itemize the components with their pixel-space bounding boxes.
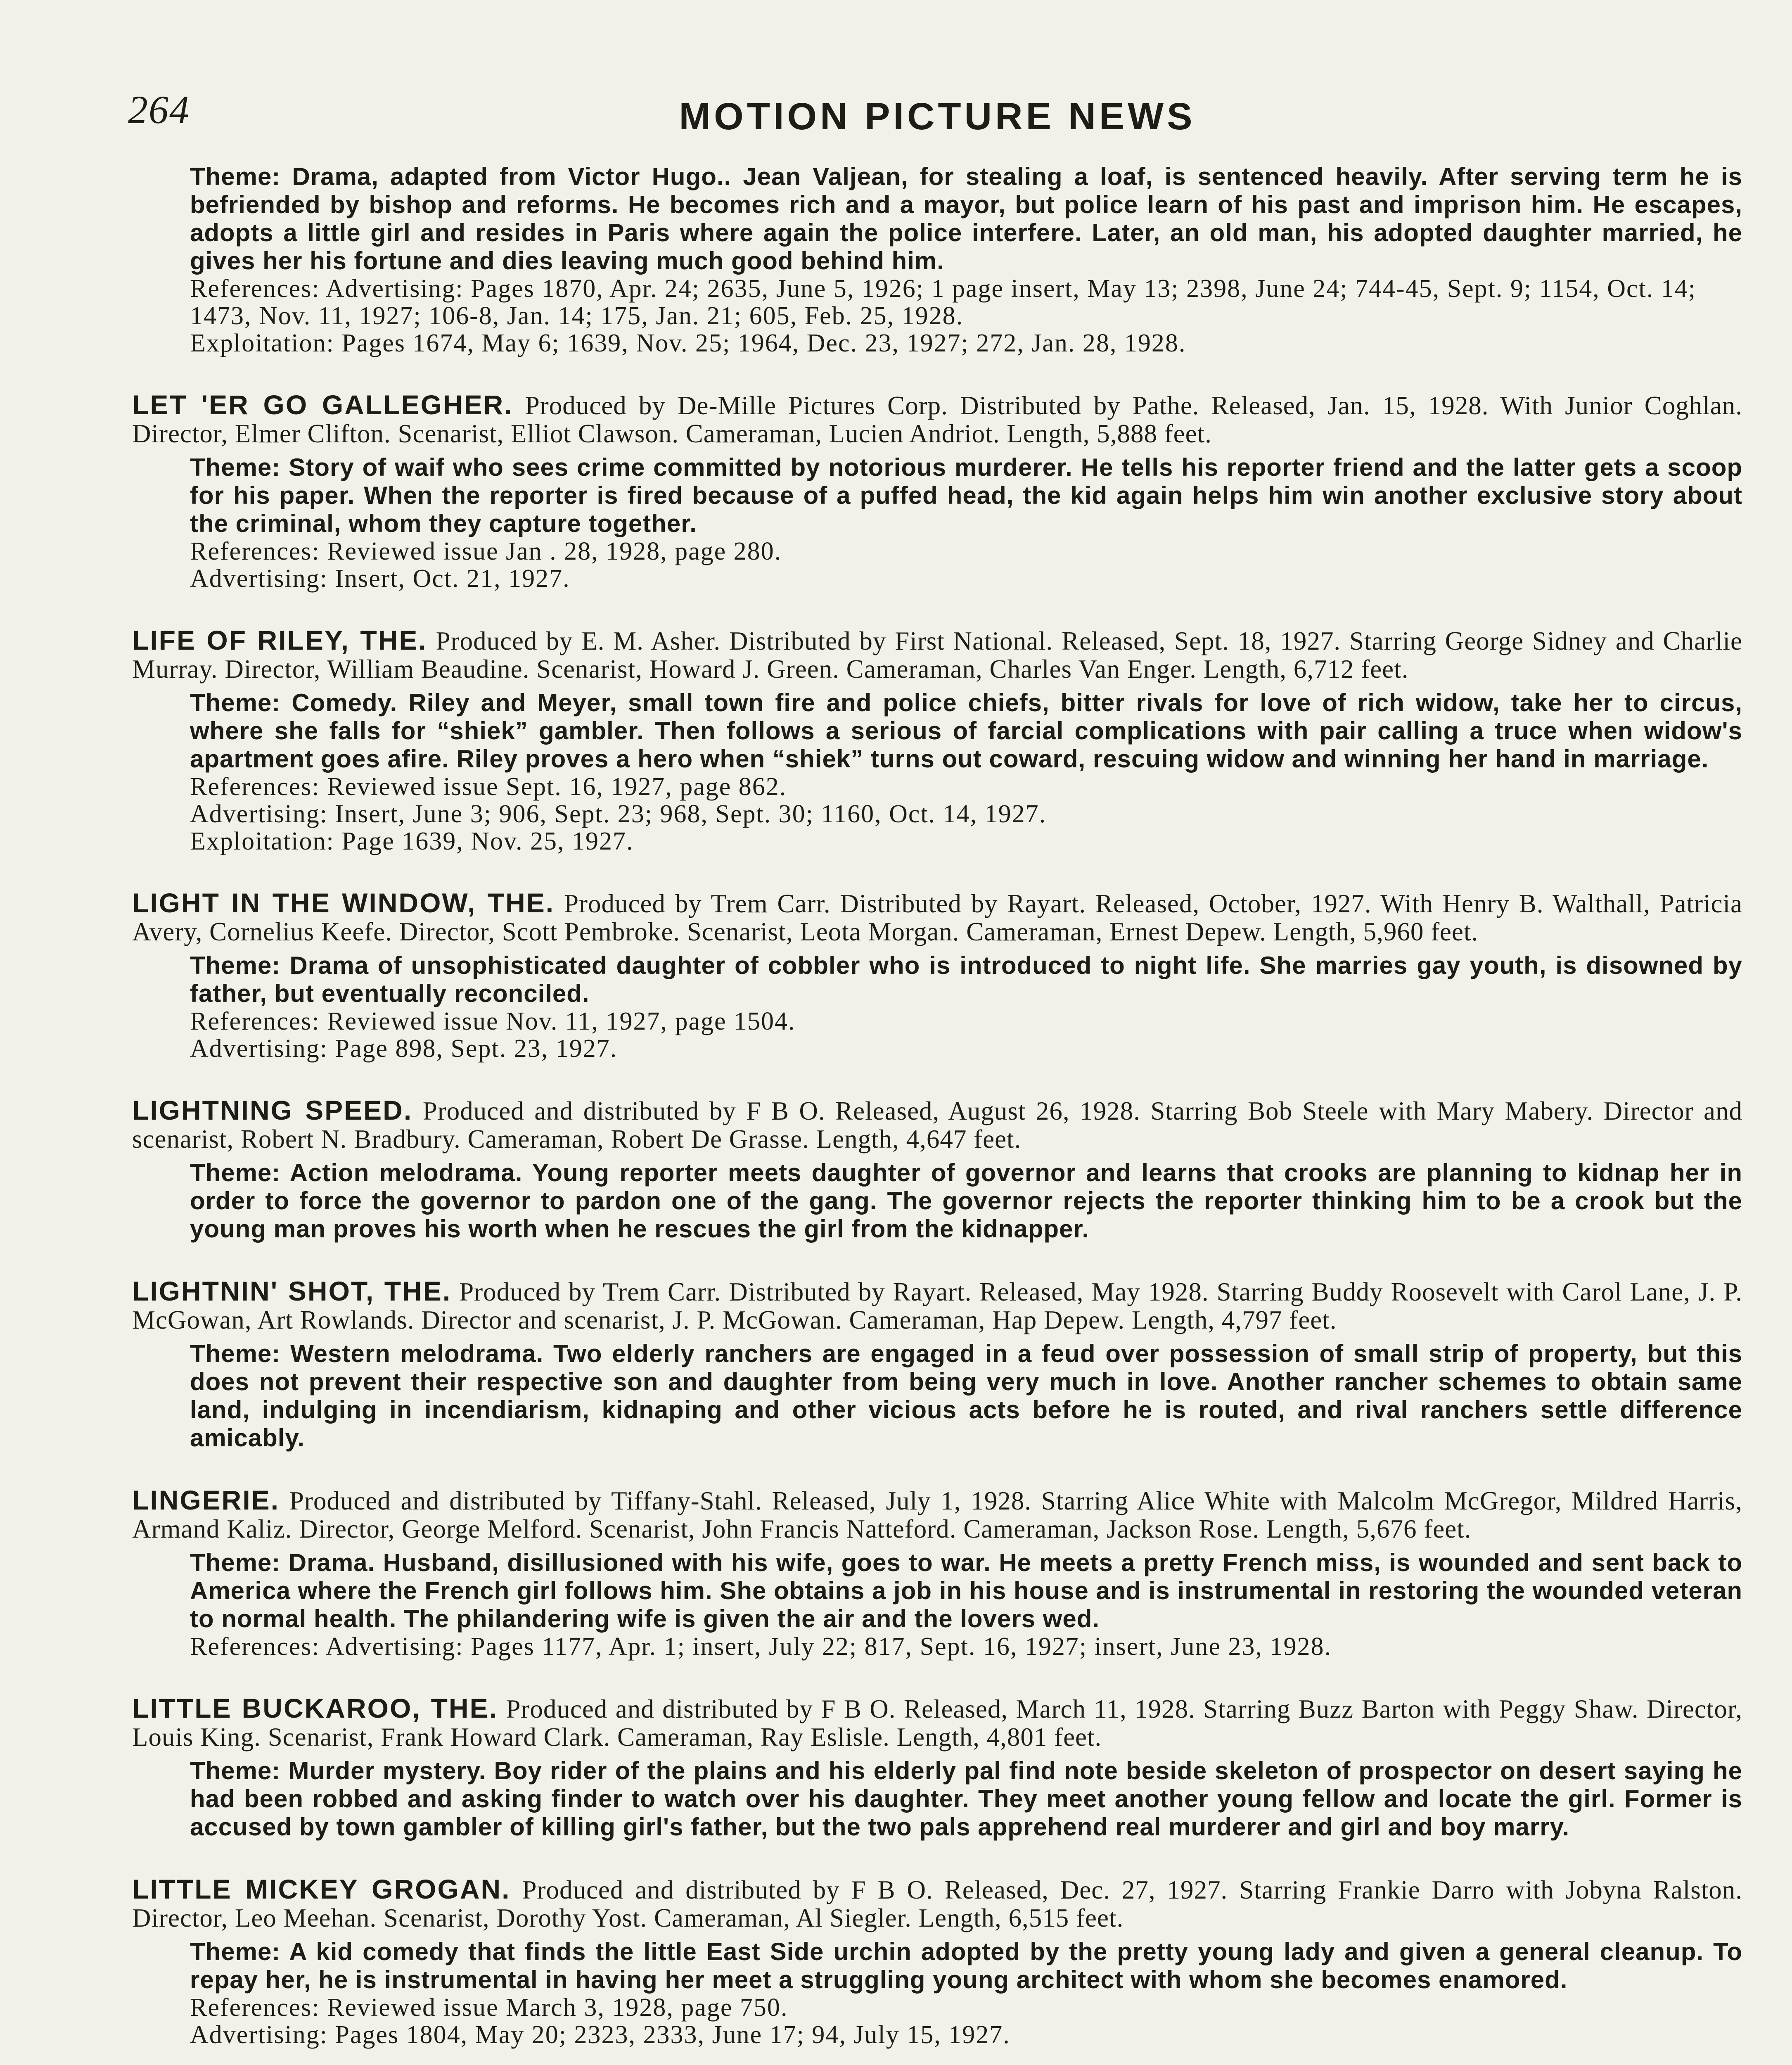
theme-paragraph bbox=[132, 1159, 1742, 1243]
references-block bbox=[132, 1994, 1742, 2048]
reference-line: Advertising: Insert, June 3; 906, Sept. 23; 968, Sept. 30; 1160, Oct. 14, 1927. bbox=[190, 800, 1047, 828]
page bbox=[128, 87, 1743, 2065]
film-entry bbox=[132, 1694, 1742, 1841]
theme-text: Murder mystery. Boy rider of the plains and his elderly pal find note beside skeleton of prospector on desert saying he had been robbed and asking finder to watch over his daughter. They meet another young fellow and locate the girl. Former is accused by town gambler of killing girl's father, but the two pals apprehend real murderer and girl and boy marry. bbox=[190, 1757, 1743, 1841]
entries-list bbox=[132, 163, 1742, 2065]
theme-paragraph bbox=[132, 453, 1742, 538]
film-entry bbox=[132, 1277, 1742, 1452]
theme-paragraph bbox=[132, 1757, 1742, 1841]
film-title: LIGHT IN THE WINDOW, THE. bbox=[132, 888, 555, 918]
production-details: Produced and distributed by F B O. Released, March 11, 1928. Starring Buzz Barton with Peggy Shaw. Director, Louis King. Scenarist, Frank Howard Clark. Cameraman, Ray Eslisle. Length, 4,801 feet. bbox=[132, 1695, 1742, 1752]
film-title: LIGHTNING SPEED. bbox=[132, 1095, 413, 1125]
page-header bbox=[128, 87, 1742, 157]
film-title: LITTLE BUCKAROO, THE. bbox=[132, 1693, 498, 1723]
theme-label: Theme: bbox=[190, 163, 281, 190]
production-details: Produced and distributed by F B O. Released, Dec. 27, 1927. Starring Frankie Darro with Jobyna Ralston. Director, Leo Meehan. Scenarist, Dorothy Yost. Cameraman, Al Siegler. Length, 6,515 feet. bbox=[132, 1875, 1742, 1932]
film-title: LINGERIE. bbox=[132, 1485, 280, 1515]
entry-heading bbox=[132, 1486, 1742, 1543]
theme-text: Action melodrama. Young reporter meets daughter of governor and learns that crooks are planning to kidnap her in order to force the governor to pardon one of the gang. The governor rejects the reporter thinking him to be a crook but the young man proves his worth when he rescues the girl from the kidnapper. bbox=[190, 1159, 1742, 1243]
theme-paragraph bbox=[132, 1938, 1742, 1994]
film-entry bbox=[132, 1486, 1742, 1660]
page-number: 264 bbox=[128, 88, 190, 132]
entry-heading bbox=[132, 1875, 1742, 1932]
theme-text: A kid comedy that finds the little East Side urchin adopted by the pretty young lady and given a general cleanup. To repay her, he is instrumental in having her meet a struggling young architect with whom she becomes enamored. bbox=[190, 1938, 1742, 1994]
film-entry bbox=[132, 391, 1742, 592]
theme-label: Theme: bbox=[190, 952, 281, 979]
references-block bbox=[132, 773, 1742, 855]
production-details: Produced and distributed by F B O. Released, August 26, 1928. Starring Bob Steele with Mary Mabery. Director and scenarist, Robert N. Bradbury. Cameraman, Robert De Grasse. Length, 4,647 feet. bbox=[132, 1097, 1743, 1154]
theme-text: Drama of unsophisticated daughter of cobbler who is introduced to night life. She marries gay youth, is disowned by father, but eventually reconciled. bbox=[190, 952, 1743, 1007]
references-block bbox=[132, 538, 1742, 592]
film-entry bbox=[132, 626, 1742, 855]
film-entry bbox=[132, 1096, 1742, 1243]
film-title: LET 'ER GO GALLEGHER. bbox=[132, 389, 513, 420]
theme-paragraph bbox=[132, 1549, 1742, 1633]
film-entry bbox=[132, 1875, 1742, 2048]
theme-paragraph bbox=[132, 1340, 1742, 1452]
production-details: Produced by Trem Carr. Distributed by Rayart. Released, May 1928. Starring Buddy Roosevelt with Carol Lane, J. P. McGowan, Art Rowlands. Director and scenarist, J. P. McGowan. Cameraman, Hap Depew. Length, 4,797 feet. bbox=[132, 1277, 1743, 1334]
reference-line: References: Reviewed issue Nov. 11, 1927, page 1504. bbox=[190, 1007, 796, 1035]
theme-paragraph bbox=[132, 689, 1742, 773]
references-block bbox=[132, 1008, 1742, 1062]
theme-text: Drama. Husband, disillusioned with his wife, goes to war. He meets a pretty French miss, is wounded and sent back to America where the French girl follows him. She obtains a job in his house and is instrumental in restoring the wounded veteran to normal health. The philandering wife is given the air and the lovers wed. bbox=[190, 1549, 1742, 1633]
entry-heading bbox=[132, 1694, 1742, 1751]
references-block bbox=[132, 1633, 1742, 1660]
film-title: LITTLE MICKEY GROGAN. bbox=[132, 1874, 511, 1904]
theme-paragraph bbox=[132, 952, 1742, 1008]
production-details: Produced by E. M. Asher. Distributed by First National. Released, Sept. 18, 1927. Starring George Sidney and Charlie Murray. Director, William Beaudine. Scenarist, Howard J. Green. Cameraman, Charles Van Enger. Length, 6,712 feet. bbox=[132, 627, 1742, 684]
theme-text: Western melodrama. Two elderly ranchers are engaged in a feud over possession of small strip of property, but this does not prevent their respective son and daughter from being very much in love. Another rancher schemes to obtain same land, indulging in incendiarism, kidnaping and other vicious acts before he is routed, and rival ranchers settle difference amicably. bbox=[190, 1340, 1743, 1452]
references-block bbox=[132, 275, 1742, 357]
entry-heading bbox=[132, 626, 1742, 683]
theme-text: Story of waif who sees crime committed by notorious murderer. He tells his reporter friend and the latter gets a scoop for his paper. When the reporter is fired because of a puffed head, the kid again helps him win another exclusive story about the criminal, whom they capture together. bbox=[190, 453, 1743, 537]
theme-text: Comedy. Riley and Meyer, small town fire and police chiefs, bitter rivals for love of rich widow, take her to circus, where she falls for “shiek” gambler. Then follows a serious of farcial complications with pair calling a truce when widow's apartment goes afire. Riley proves a hero when “shiek” turns out coward, rescuing widow and winning her hand in marriage. bbox=[190, 689, 1742, 773]
reference-line: Advertising: Insert, Oct. 21, 1927. bbox=[190, 565, 570, 593]
reference-line: Advertising: Pages 1804, May 20; 2323, 2333, June 17; 94, July 15, 1927. bbox=[190, 2021, 1010, 2049]
theme-label: Theme: bbox=[190, 453, 281, 481]
reference-line: Advertising: Page 898, Sept. 23, 1927. bbox=[190, 1035, 618, 1063]
theme-label: Theme: bbox=[190, 1757, 281, 1785]
reference-line: Exploitation: Pages 1674, May 6; 1639, Nov. 25; 1964, Dec. 23, 1927; 272, Jan. 28, 1928. bbox=[190, 329, 1186, 357]
film-title: LIFE OF RILEY, THE. bbox=[132, 625, 427, 655]
entry-heading bbox=[132, 1277, 1742, 1334]
entry-heading bbox=[132, 1096, 1742, 1153]
production-details: Produced and distributed by Tiffany-Stahl. Released, July 1, 1928. Starring Alice White with Malcolm McGregor, Mildred Harris, Armand Kaliz. Director, George Melford. Scenarist, John Francis Natteford. Cameraman, Jackson Rose. Length, 5,676 feet. bbox=[132, 1486, 1743, 1543]
theme-text: Drama, adapted from Victor Hugo.. Jean Valjean, for stealing a loaf, is sentenced heavily. After serving term he is befriended by bishop and reforms. He becomes rich and a mayor, but police learn of his past and imprison him. He escapes, adopts a little girl and resides in Paris where again the police interfere. Later, an old man, his adopted daughter married, he gives her his fortune and dies leaving much good behind him. bbox=[190, 163, 1742, 275]
reference-line: References: Reviewed issue Jan . 28, 1928, page 280. bbox=[190, 537, 782, 565]
theme-label: Theme: bbox=[190, 1159, 281, 1187]
film-title: LIGHTNIN' SHOT, THE. bbox=[132, 1276, 452, 1306]
reference-line: References: Advertising: Pages 1177, Apr. 1; insert, July 22; 817, Sept. 16, 1927; insert, June 23, 1928. bbox=[190, 1633, 1332, 1661]
publication-title: MOTION PICTURE NEWS bbox=[679, 95, 1196, 138]
theme-label: Theme: bbox=[190, 1938, 281, 1965]
production-details: Produced by Trem Carr. Distributed by Rayart. Released, October, 1927. With Henry B. Walthall, Patricia Avery, Cornelius Keefe. Director, Scott Pembroke. Scenarist, Leota Morgan. Cameraman, Ernest Depew. Length, 5,960 feet. bbox=[132, 889, 1743, 946]
theme-label: Theme: bbox=[190, 1549, 281, 1576]
theme-paragraph bbox=[132, 163, 1742, 275]
reference-line: References: Reviewed issue March 3, 1928, page 750. bbox=[190, 1994, 788, 2022]
entry-heading bbox=[132, 391, 1742, 448]
theme-label: Theme: bbox=[190, 1340, 281, 1367]
theme-label: Theme: bbox=[190, 689, 281, 717]
film-entry bbox=[132, 163, 1742, 357]
reference-line: References: Reviewed issue Sept. 16, 1927, page 862. bbox=[190, 773, 787, 801]
reference-line: References: Advertising: Pages 1870, Apr. 24; 2635, June 5, 1926; 1 page insert, May 13; 2398, June 24; 744-45, Sept. 9; 1154, Oct. 14; 1473, Nov. 11, 1927; 106-8, Jan. 14; 175, Jan. 21; 605, Feb. 25, 1928. bbox=[190, 275, 1697, 330]
film-entry bbox=[132, 889, 1742, 1062]
entry-heading bbox=[132, 889, 1742, 946]
reference-line: Exploitation: Page 1639, Nov. 25, 1927. bbox=[190, 827, 634, 855]
production-details: Produced by De-Mille Pictures Corp. Distributed by Pathe. Released, Jan. 15, 1928. With Junior Coghlan. Director, Elmer Clifton. Scenarist, Elliot Clawson. Cameraman, Lucien Andriot. Length, 5,888 feet. bbox=[132, 391, 1743, 448]
